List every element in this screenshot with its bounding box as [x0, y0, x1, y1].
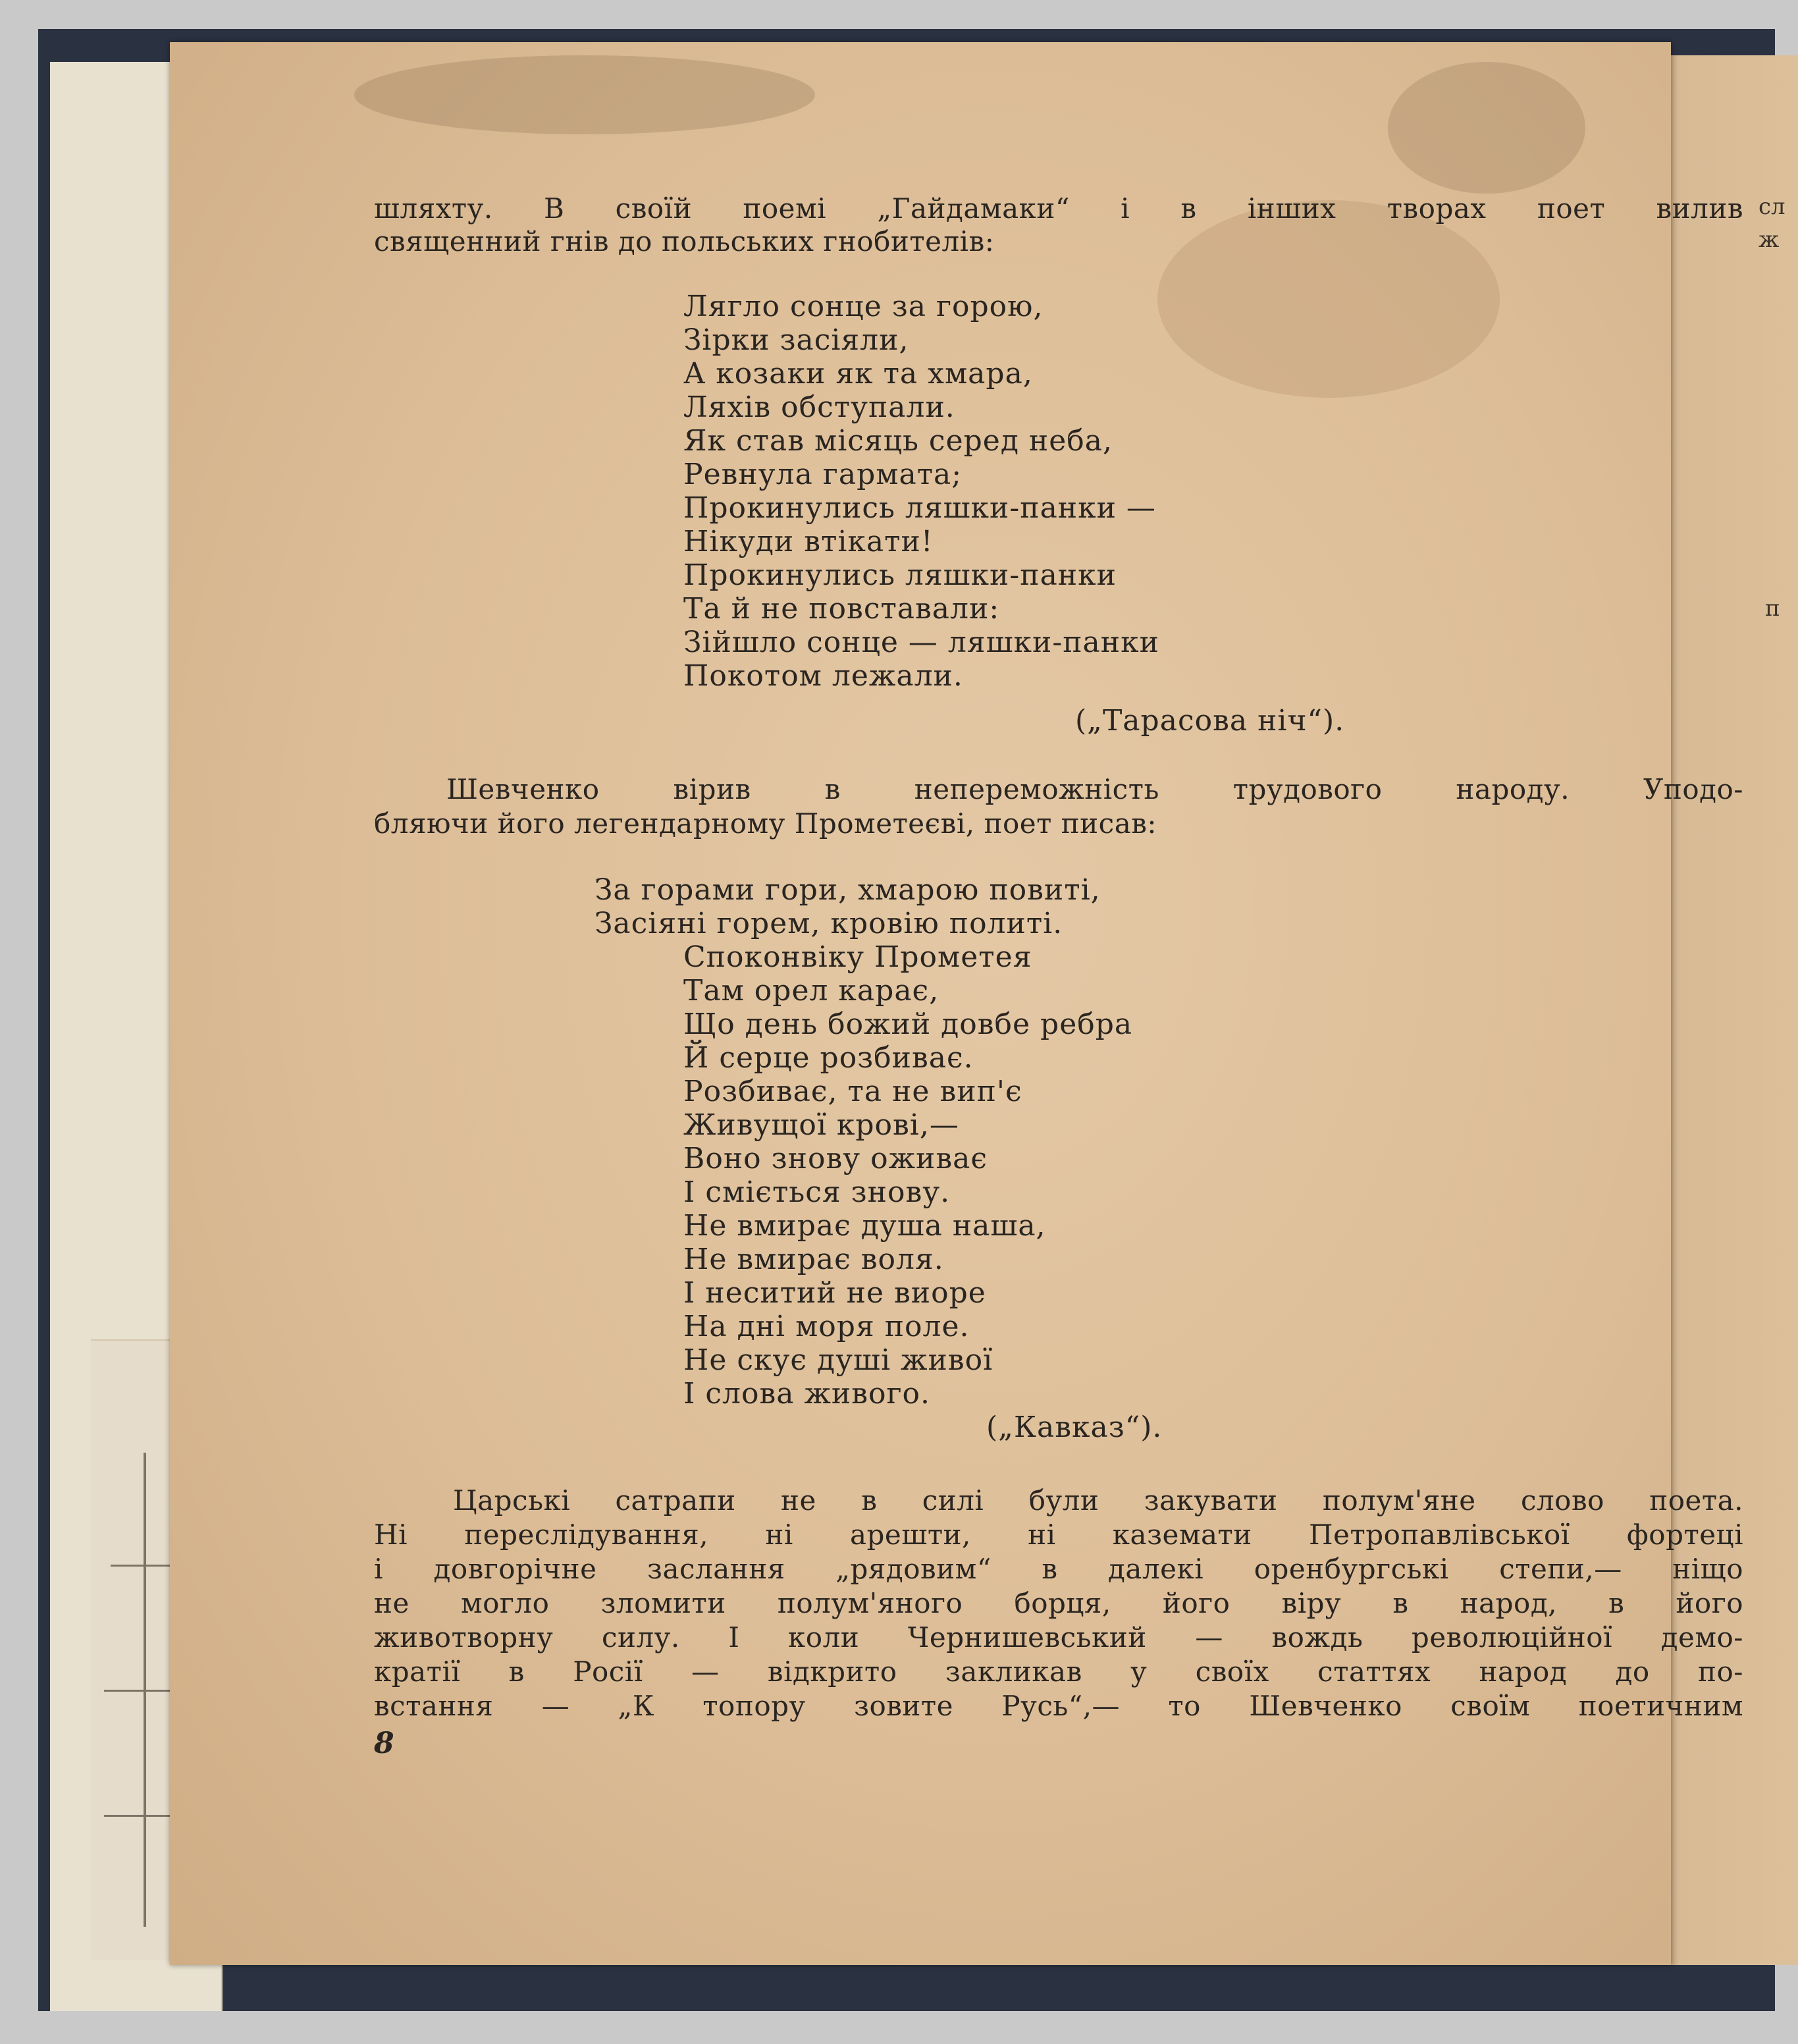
verse-line: І слова живого.: [683, 1377, 931, 1411]
verse-line: Покотом лежали.: [683, 659, 963, 693]
prose-line: животворну силу. І коли Чернишевський — вождь революційної демо-: [374, 1621, 1743, 1654]
poem-source: („Кавказ“).: [986, 1411, 1163, 1444]
scan-area: [38, 29, 1785, 2011]
verse-line: Що день божий довбе ребра: [683, 1008, 1133, 1041]
next-page-fragment: п: [1765, 595, 1780, 622]
verse-line: Й серце розбиває.: [683, 1041, 974, 1075]
verse-line: Ляхів обступали.: [683, 390, 955, 424]
prose-line: і довгорічне заслання „рядовим“ в далекі оренбургські степи,— ніщо: [374, 1553, 1743, 1585]
pencil-tick: [104, 1690, 170, 1692]
verse-line: Не вмирає душа наша,: [683, 1209, 1046, 1243]
verse-line: Та й не повставали:: [683, 592, 1000, 626]
paper-stain: [354, 55, 815, 134]
poem-kavkaz-opening: [595, 873, 1101, 940]
verse-line: Як став місяць серед неба,: [683, 424, 1113, 458]
pencil-tick: [111, 1565, 176, 1567]
verse-line: І сміється знову.: [683, 1175, 951, 1209]
verse-line: Там орел карає,: [683, 974, 939, 1008]
verse-line: Не вмирає воля.: [683, 1243, 944, 1276]
poem-source: („Тарасова ніч“).: [1075, 704, 1345, 738]
next-page-fragment: ж: [1758, 227, 1780, 253]
verse-line: Розбиває, та не вип'є: [683, 1075, 1022, 1108]
page-number: 8: [374, 1727, 394, 1760]
verse-line: Нікуди втікати!: [683, 525, 934, 558]
next-page-fragment: сл: [1758, 194, 1785, 220]
paper-stain: [1157, 200, 1500, 398]
prose-line: бляючи його легендарному Прометеєві, поет писав:: [374, 807, 1157, 840]
prose-line: священний гнів до польських гнобителів:: [374, 225, 995, 257]
prose-line: шляхту. В своїй поемі „Гайдамаки“ і в інших творах поет вилив: [374, 192, 1743, 225]
verse-line: Воно знову оживає: [683, 1142, 988, 1175]
book-page: [170, 42, 1743, 1965]
verse-line: Прокинулись ляшки-панки —: [683, 491, 1156, 525]
prose-line: Ні переслідування, ні арешти, ні каземати Петропавлівської фортеці: [374, 1519, 1743, 1551]
prose-line: не могло зломити полум'яного борця, його віру в народ, в його: [374, 1587, 1743, 1619]
prose-line: встання — „К топору зовите Русь“,— то Шевченко своїм поетичним: [374, 1690, 1743, 1722]
verse-line: Лягло сонце за горою,: [683, 290, 1044, 323]
verse-line: І неситий не виоре: [683, 1276, 986, 1310]
verse-line: Ревнула гармата;: [683, 458, 963, 491]
verse-line: Живущої крові,—: [683, 1108, 959, 1142]
poem-tarasova-nich: [683, 290, 1159, 693]
verse-line: Зійшло сонце — ляшки-панки: [683, 626, 1159, 659]
prose-line: Царські сатрапи не в силі були закувати полум'яне слово поета.: [453, 1484, 1743, 1517]
verse-line: Не скує душі живої: [683, 1343, 993, 1377]
verse-line: Прокинулись ляшки-панки: [683, 558, 1117, 592]
verse-line: Зірки засіяли,: [683, 323, 909, 357]
prose-line: Шевченко вірив в непереможність трудового народу. Уподо-: [446, 773, 1743, 805]
poem-kavkaz: [683, 940, 1132, 1411]
verse-line: Споконвіку Прометея: [683, 940, 1032, 974]
verse-line: На дні моря поле.: [683, 1310, 970, 1343]
paper-stain: [1388, 62, 1585, 194]
verse-line: За горами гори, хмарою повиті,: [595, 873, 1101, 907]
pencil-tick: [104, 1815, 170, 1817]
verse-line: Засіяні горем, кровію политі.: [595, 907, 1063, 940]
prose-line: кратії в Росії — відкрито закликав у своїх статтях народ до по-: [374, 1655, 1743, 1688]
verse-line: А козаки як та хмара,: [683, 357, 1033, 390]
